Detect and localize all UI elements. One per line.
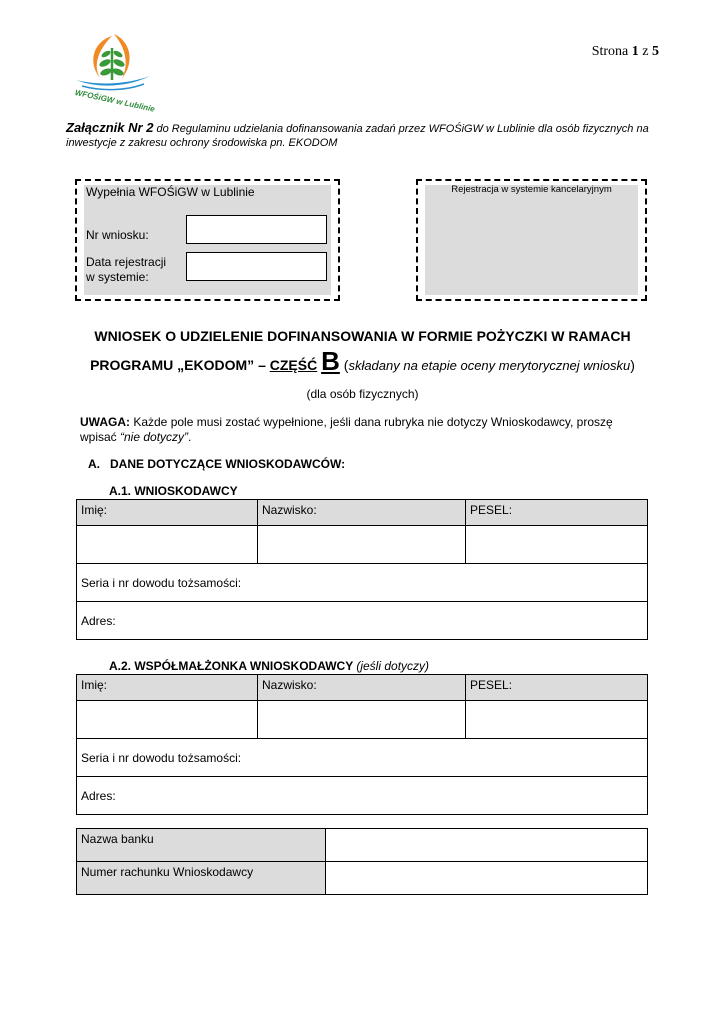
bank-name-label: Nazwa banku xyxy=(77,829,326,862)
applicant-first-name-field[interactable] xyxy=(77,526,258,564)
last-name-header: Nazwisko: xyxy=(258,675,466,701)
registry-box[interactable] xyxy=(416,179,647,301)
pesel-header: PESEL: xyxy=(466,500,648,526)
document-subtitle: (dla osób fizycznych) xyxy=(306,387,419,401)
bank-table xyxy=(76,828,648,895)
spouse-address-field[interactable]: Adres: xyxy=(77,777,648,815)
page-number: Strona 1 z 5 xyxy=(591,44,659,59)
first-name-header: Imię: xyxy=(77,500,258,526)
section-a2-heading: A.2. WSPÓŁMAŁŻONKA WNIOSKODAWCY (jeśli dotyczy) xyxy=(109,659,430,673)
applicant-address-field[interactable]: Adres: xyxy=(77,602,648,640)
applicant-pesel-field[interactable] xyxy=(466,526,648,564)
registration-date-field[interactable] xyxy=(186,252,327,281)
first-name-header: Imię: xyxy=(77,675,258,701)
spouse-id-document-field[interactable]: Seria i nr dowodu tożsamości: xyxy=(77,739,648,777)
office-box-title: Wypełnia WFOŚiGW w Lublinie xyxy=(86,185,255,199)
registration-date-label: Data rejestracji w systemie: xyxy=(86,255,167,284)
annex-lead: Załącznik Nr 2 xyxy=(66,120,154,135)
applicant-last-name-field[interactable] xyxy=(258,526,466,564)
pesel-header: PESEL: xyxy=(466,675,648,701)
part-letter: B xyxy=(321,346,340,376)
applicant-id-document-field[interactable]: Seria i nr dowodu tożsamości: xyxy=(77,564,648,602)
spouse-table xyxy=(76,674,648,815)
bank-name-field[interactable] xyxy=(326,829,648,862)
registry-box-title: Rejestracja w systemie kancelaryjnym xyxy=(451,184,612,195)
application-number-field[interactable] xyxy=(186,215,327,244)
last-name-header: Nazwisko: xyxy=(258,500,466,526)
notice: UWAGA: Każde pole musi zostać wypełnione, jeśli dana rubryka nie dotyczy Wnioskodawcy, proszę wpisać “nie dotyczy”. xyxy=(80,415,613,444)
logo-text: WFOŚiGW w Lublinie xyxy=(74,88,156,114)
spouse-last-name-field[interactable] xyxy=(258,701,466,739)
spouse-pesel-field[interactable] xyxy=(466,701,648,739)
annex-note xyxy=(66,121,666,150)
section-a1-heading: A.1. WNIOSKODAWCY xyxy=(109,484,238,498)
account-number-label: Numer rachunku Wnioskodawcy xyxy=(77,862,326,895)
document-title-line2: PROGRAMU „EKODOM” – CZĘŚĆ B (składany na etapie oceny merytorycznej wniosku) xyxy=(90,346,635,376)
applicant-table xyxy=(76,499,648,640)
section-a-heading: A. DANE DOTYCZĄCE WNIOSKODAWCÓW: xyxy=(88,457,346,471)
application-number-label: Nr wniosku: xyxy=(86,228,149,242)
annex-text: do Regulaminu udzielania dofinansowania zadań przez WFOŚiGW w Lublinie dla osób fizycznych na inwestycje z zakresu ochrony środowiska pn. EKODOM xyxy=(66,123,649,149)
account-number-field[interactable] xyxy=(326,862,648,895)
document-title-line1: WNIOSEK O UDZIELENIE DOFINANSOWANIA W FORMIE POŻYCZKI W RAMACH xyxy=(94,328,631,344)
spouse-first-name-field[interactable] xyxy=(77,701,258,739)
